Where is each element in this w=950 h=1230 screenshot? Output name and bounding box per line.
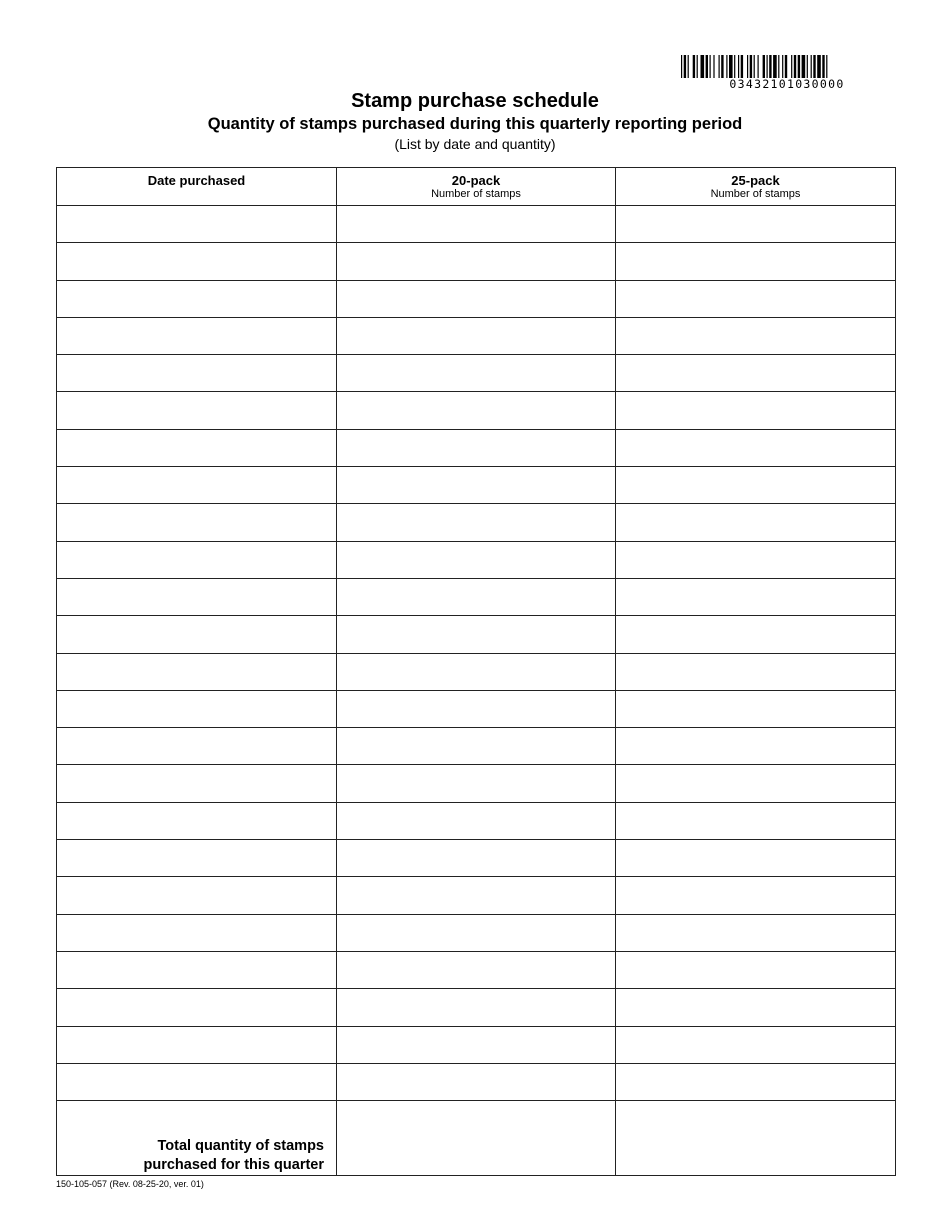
date-purchased-field[interactable] <box>57 317 337 354</box>
date-purchased-field[interactable] <box>57 206 337 243</box>
date-purchased-field[interactable] <box>57 616 337 653</box>
table-row <box>57 1026 896 1063</box>
date-purchased-field[interactable] <box>57 728 337 765</box>
date-purchased-field[interactable] <box>57 989 337 1026</box>
date-purchased-field[interactable] <box>57 914 337 951</box>
table-row <box>57 280 896 317</box>
barcode-bar <box>721 55 723 78</box>
table-header-row <box>57 168 896 206</box>
date-purchased-field[interactable] <box>57 1026 337 1063</box>
table-row <box>57 802 896 839</box>
stamp-purchase-table <box>56 167 896 1176</box>
barcode-bar <box>701 55 705 78</box>
column-header-sublabel: Number of stamps <box>710 188 801 200</box>
25-pack-count-field[interactable] <box>616 1026 896 1063</box>
20-pack-count-field[interactable] <box>337 1026 616 1063</box>
25-pack-count-field[interactable] <box>616 355 896 392</box>
barcode-bar <box>741 55 743 78</box>
page-subtitle: Quantity of stamps purchased during this quarterly reporting period <box>207 115 743 133</box>
25-pack-count-field[interactable] <box>616 392 896 429</box>
table-row <box>57 1063 896 1100</box>
barcode-bar <box>758 55 759 78</box>
20-pack-count-field[interactable] <box>337 243 616 280</box>
20-pack-count-field[interactable] <box>337 653 616 690</box>
total-label-line: Total quantity of stamps <box>157 1138 324 1155</box>
barcode-bar <box>706 55 708 78</box>
date-purchased-field[interactable] <box>57 392 337 429</box>
25-pack-count-field[interactable] <box>616 914 896 951</box>
barcode-bar <box>713 55 714 78</box>
barcode-bar <box>747 55 748 78</box>
date-purchased-field[interactable] <box>57 504 337 541</box>
barcode-bar <box>822 55 824 78</box>
barcode-bar <box>769 55 771 78</box>
date-purchased-field[interactable] <box>57 355 337 392</box>
date-purchased-field[interactable] <box>57 802 337 839</box>
page-title: Stamp purchase schedule <box>351 90 599 112</box>
20-pack-count-field[interactable] <box>337 355 616 392</box>
25-pack-count-field[interactable] <box>616 317 896 354</box>
20-pack-count-field[interactable] <box>337 728 616 765</box>
25-pack-count-field[interactable] <box>616 728 896 765</box>
table-row <box>57 877 896 914</box>
20-pack-count-field[interactable] <box>337 616 616 653</box>
barcode-bar <box>719 55 720 78</box>
20-pack-count-field[interactable] <box>337 541 616 578</box>
barcode-bar <box>681 55 682 78</box>
table-row <box>57 429 896 466</box>
table-row <box>57 578 896 615</box>
date-purchased-field[interactable] <box>57 243 337 280</box>
barcode-bar <box>826 55 827 78</box>
table-row <box>57 504 896 541</box>
20-pack-count-field[interactable] <box>337 951 616 988</box>
20-pack-count-field[interactable] <box>337 690 616 727</box>
25-pack-count-field[interactable] <box>616 467 896 504</box>
25-pack-count-field[interactable] <box>616 243 896 280</box>
barcode-bar <box>813 55 815 78</box>
25-pack-count-field[interactable] <box>616 989 896 1026</box>
date-purchased-field[interactable] <box>57 690 337 727</box>
20-pack-count-field[interactable] <box>337 429 616 466</box>
barcode-bar <box>782 55 783 78</box>
barcode-bar <box>734 55 735 78</box>
25-pack-count-field[interactable] <box>616 951 896 988</box>
20-pack-count-field[interactable] <box>337 392 616 429</box>
total-25-pack-field[interactable] <box>616 1101 896 1176</box>
20-pack-count-field[interactable] <box>337 467 616 504</box>
table-row <box>57 206 896 243</box>
table-row <box>57 951 896 988</box>
barcode-bar <box>763 55 765 78</box>
total-label-line: purchased for this quarter <box>143 1157 324 1174</box>
20-pack-count-field[interactable] <box>337 989 616 1026</box>
barcode-number: 03432101030000 <box>729 77 845 91</box>
total-label <box>57 1101 337 1176</box>
table-row <box>57 914 896 951</box>
form-revision-footer: 150-105-057 (Rev. 08-25-20, ver. 01) <box>56 1179 204 1189</box>
barcode-bar <box>807 55 808 78</box>
date-purchased-field[interactable] <box>57 840 337 877</box>
instruction-text: (List by date and quantity) <box>394 136 556 152</box>
barcode-bar <box>697 55 698 78</box>
barcode-bar <box>710 55 711 78</box>
barcode-bar <box>726 55 727 78</box>
table-row <box>57 989 896 1026</box>
table-row <box>57 355 896 392</box>
barcode-bar <box>778 55 779 78</box>
date-purchased-field[interactable] <box>57 541 337 578</box>
25-pack-count-field[interactable] <box>616 504 896 541</box>
date-purchased-field[interactable] <box>57 429 337 466</box>
column-header-sublabel: Number of stamps <box>431 188 521 200</box>
20-pack-count-field[interactable] <box>337 1063 616 1100</box>
20-pack-count-field[interactable] <box>337 802 616 839</box>
barcode-bar <box>688 55 689 78</box>
20-pack-count-field[interactable] <box>337 877 616 914</box>
barcode <box>681 55 893 91</box>
25-pack-count-field[interactable] <box>616 280 896 317</box>
table-row <box>57 765 896 802</box>
date-purchased-field[interactable] <box>57 951 337 988</box>
barcode-bars <box>681 55 893 78</box>
25-pack-count-field[interactable] <box>616 541 896 578</box>
barcode-bar <box>754 55 755 78</box>
25-pack-count-field[interactable] <box>616 690 896 727</box>
20-pack-count-field[interactable] <box>337 840 616 877</box>
barcode-bar <box>773 55 777 78</box>
barcode-bar <box>817 55 821 78</box>
total-20-pack-field[interactable] <box>337 1101 616 1176</box>
date-purchased-field[interactable] <box>57 578 337 615</box>
25-pack-count-field[interactable] <box>616 616 896 653</box>
25-pack-count-field[interactable] <box>616 840 896 877</box>
20-pack-count-field[interactable] <box>337 504 616 541</box>
25-pack-count-field[interactable] <box>616 429 896 466</box>
column-header-label: 25-pack <box>731 173 780 188</box>
20-pack-count-field[interactable] <box>337 578 616 615</box>
table-row <box>57 317 896 354</box>
table-row <box>57 616 896 653</box>
25-pack-count-field[interactable] <box>616 877 896 914</box>
table-row <box>57 840 896 877</box>
table-body <box>57 206 896 1101</box>
25-pack-count-field[interactable] <box>616 653 896 690</box>
barcode-bar <box>684 55 686 78</box>
barcode-bar <box>767 55 768 78</box>
25-pack-count-field[interactable] <box>616 206 896 243</box>
barcode-bar <box>802 55 806 78</box>
table-row <box>57 728 896 765</box>
25-pack-count-field[interactable] <box>616 802 896 839</box>
barcode-bar <box>798 55 800 78</box>
table-row <box>57 392 896 429</box>
date-purchased-field[interactable] <box>57 765 337 802</box>
25-pack-count-field[interactable] <box>616 1063 896 1100</box>
column-header-label: Date purchased <box>147 173 246 188</box>
barcode-bar <box>738 55 739 78</box>
column-header-date <box>57 168 337 206</box>
barcode-bar <box>785 55 787 78</box>
column-header-label: 20-pack <box>451 173 501 188</box>
column-header-25-pack <box>616 168 896 206</box>
date-purchased-field[interactable] <box>57 1063 337 1100</box>
date-purchased-field[interactable] <box>57 280 337 317</box>
20-pack-count-field[interactable] <box>337 206 616 243</box>
table-row <box>57 467 896 504</box>
20-pack-count-field[interactable] <box>337 280 616 317</box>
barcode-bar <box>750 55 752 78</box>
table-row <box>57 690 896 727</box>
barcode-bar <box>729 55 733 78</box>
date-purchased-field[interactable] <box>57 653 337 690</box>
barcode-bar <box>794 55 796 78</box>
table-row <box>57 541 896 578</box>
column-header-20-pack <box>337 168 616 206</box>
20-pack-count-field[interactable] <box>337 317 616 354</box>
date-purchased-field[interactable] <box>57 877 337 914</box>
total-row <box>57 1101 896 1176</box>
date-purchased-field[interactable] <box>57 467 337 504</box>
25-pack-count-field[interactable] <box>616 578 896 615</box>
table-row <box>57 653 896 690</box>
table-row <box>57 243 896 280</box>
barcode-bar <box>811 55 812 78</box>
20-pack-count-field[interactable] <box>337 914 616 951</box>
barcode-bar <box>693 55 695 78</box>
form-header <box>0 89 950 153</box>
barcode-bar <box>791 55 792 78</box>
20-pack-count-field[interactable] <box>337 765 616 802</box>
25-pack-count-field[interactable] <box>616 765 896 802</box>
